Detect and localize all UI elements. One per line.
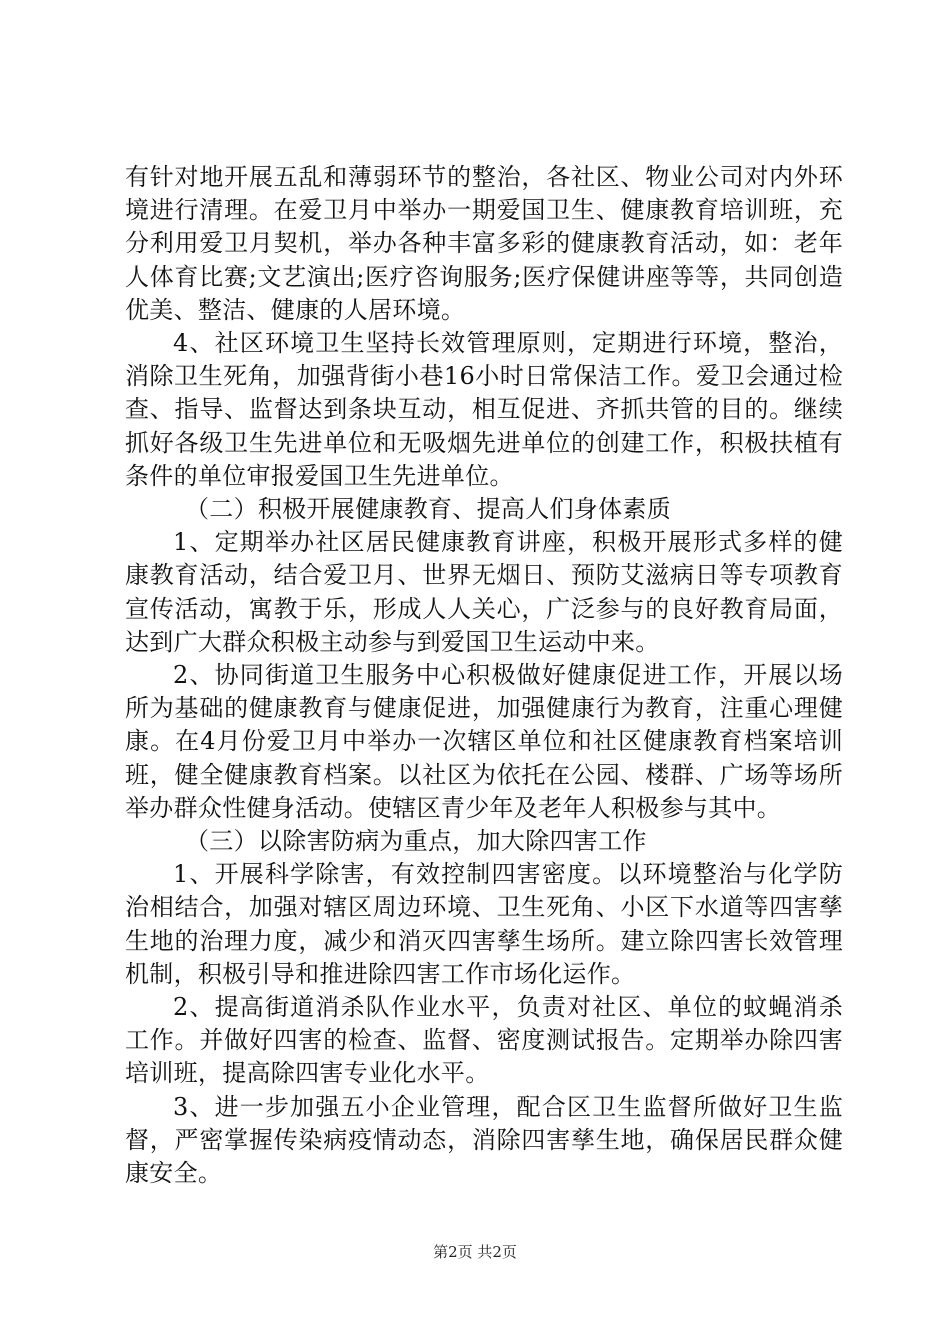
paragraph-item-3-3: 3、进一步加强五小企业管理，配合区卫生监督所做好卫生监督，严密掌握传染病疫情动态，消除四害孳生地，确保居民群众健康安全。 xyxy=(125,1092,843,1188)
section-heading-2: （二）积极开展健康教育、提高人们身体素质 xyxy=(185,495,671,524)
section-heading-3: （三）以除害防病为重点，加大除四害工作 xyxy=(185,827,647,856)
paragraph-continuation: 有针对地开展五乱和薄弱环节的整治，各社区、物业公司对内外环境进行清理。在爱卫月中举办一期爱国卫生、健康教育培训班，充分利用爱卫月契机，举办各种丰富多彩的健康教育活动，如：老年人体育比赛;文艺演出;医疗咨询服务;医疗保健讲座等等，共同创造优美、整洁、健康的人居环境。 xyxy=(125,163,843,324)
paragraph-item-3-2: 2、提高街道消杀队作业水平，负责对社区、单位的蚊蝇消杀工作。并做好四害的检查、监督、密度测试报告。定期举办除四害培训班，提高除四害专业化水平。 xyxy=(125,993,843,1088)
paragraph-item-2-2: 2、协同街道卫生服务中心积极做好健康促进工作，开展以场所为基础的健康教育与健康促进，加强健康行为教育，注重心理健康。在4月份爱卫月中举办一次辖区单位和社区健康教育档案培训班，健全健康教育档案。以社区为依托在公园、楼群、广场等场所举办群众性健身活动。使辖区青少年及老年人积极参与其中。 xyxy=(125,661,843,822)
paragraph-item-4: 4、社区环境卫生坚持长效管理原则，定期进行环境，整治，消除卫生死角，加强背街小巷16小时日常保洁工作。爱卫会通过检查、指导、监督达到条块互动，相互促进、齐抓共管的目的。继续抓好各级卫生先进单位和无吸烟先进单位的创建工作，积极扶植有条件的单位审报爱国卫生先进单位。 xyxy=(125,329,843,490)
paragraph-item-2-1: 1、定期举办社区居民健康教育讲座，积极开展形式多样的健康教育活动，结合爱卫月、世界无烟日、预防艾滋病日等专项教育宣传活动，寓教于乐，形成人人关心，广泛参与的良好教育局面，达到广大群众积极主动参与到爱国卫生运动中来。 xyxy=(125,528,843,656)
document-body xyxy=(125,161,843,1190)
page-number-footer: 第2页 共2页 xyxy=(433,1243,517,1261)
paragraph-item-3-1: 1、开展科学除害，有效控制四害密度。以环境整治与化学防治相结合，加强对辖区周边环境、卫生死角、小区下水道等四害孳生地的治理力度，减少和消灭四害孳生场所。建立除四害长效管理机制，积极引导和推进除四害工作市场化运作。 xyxy=(125,860,843,988)
